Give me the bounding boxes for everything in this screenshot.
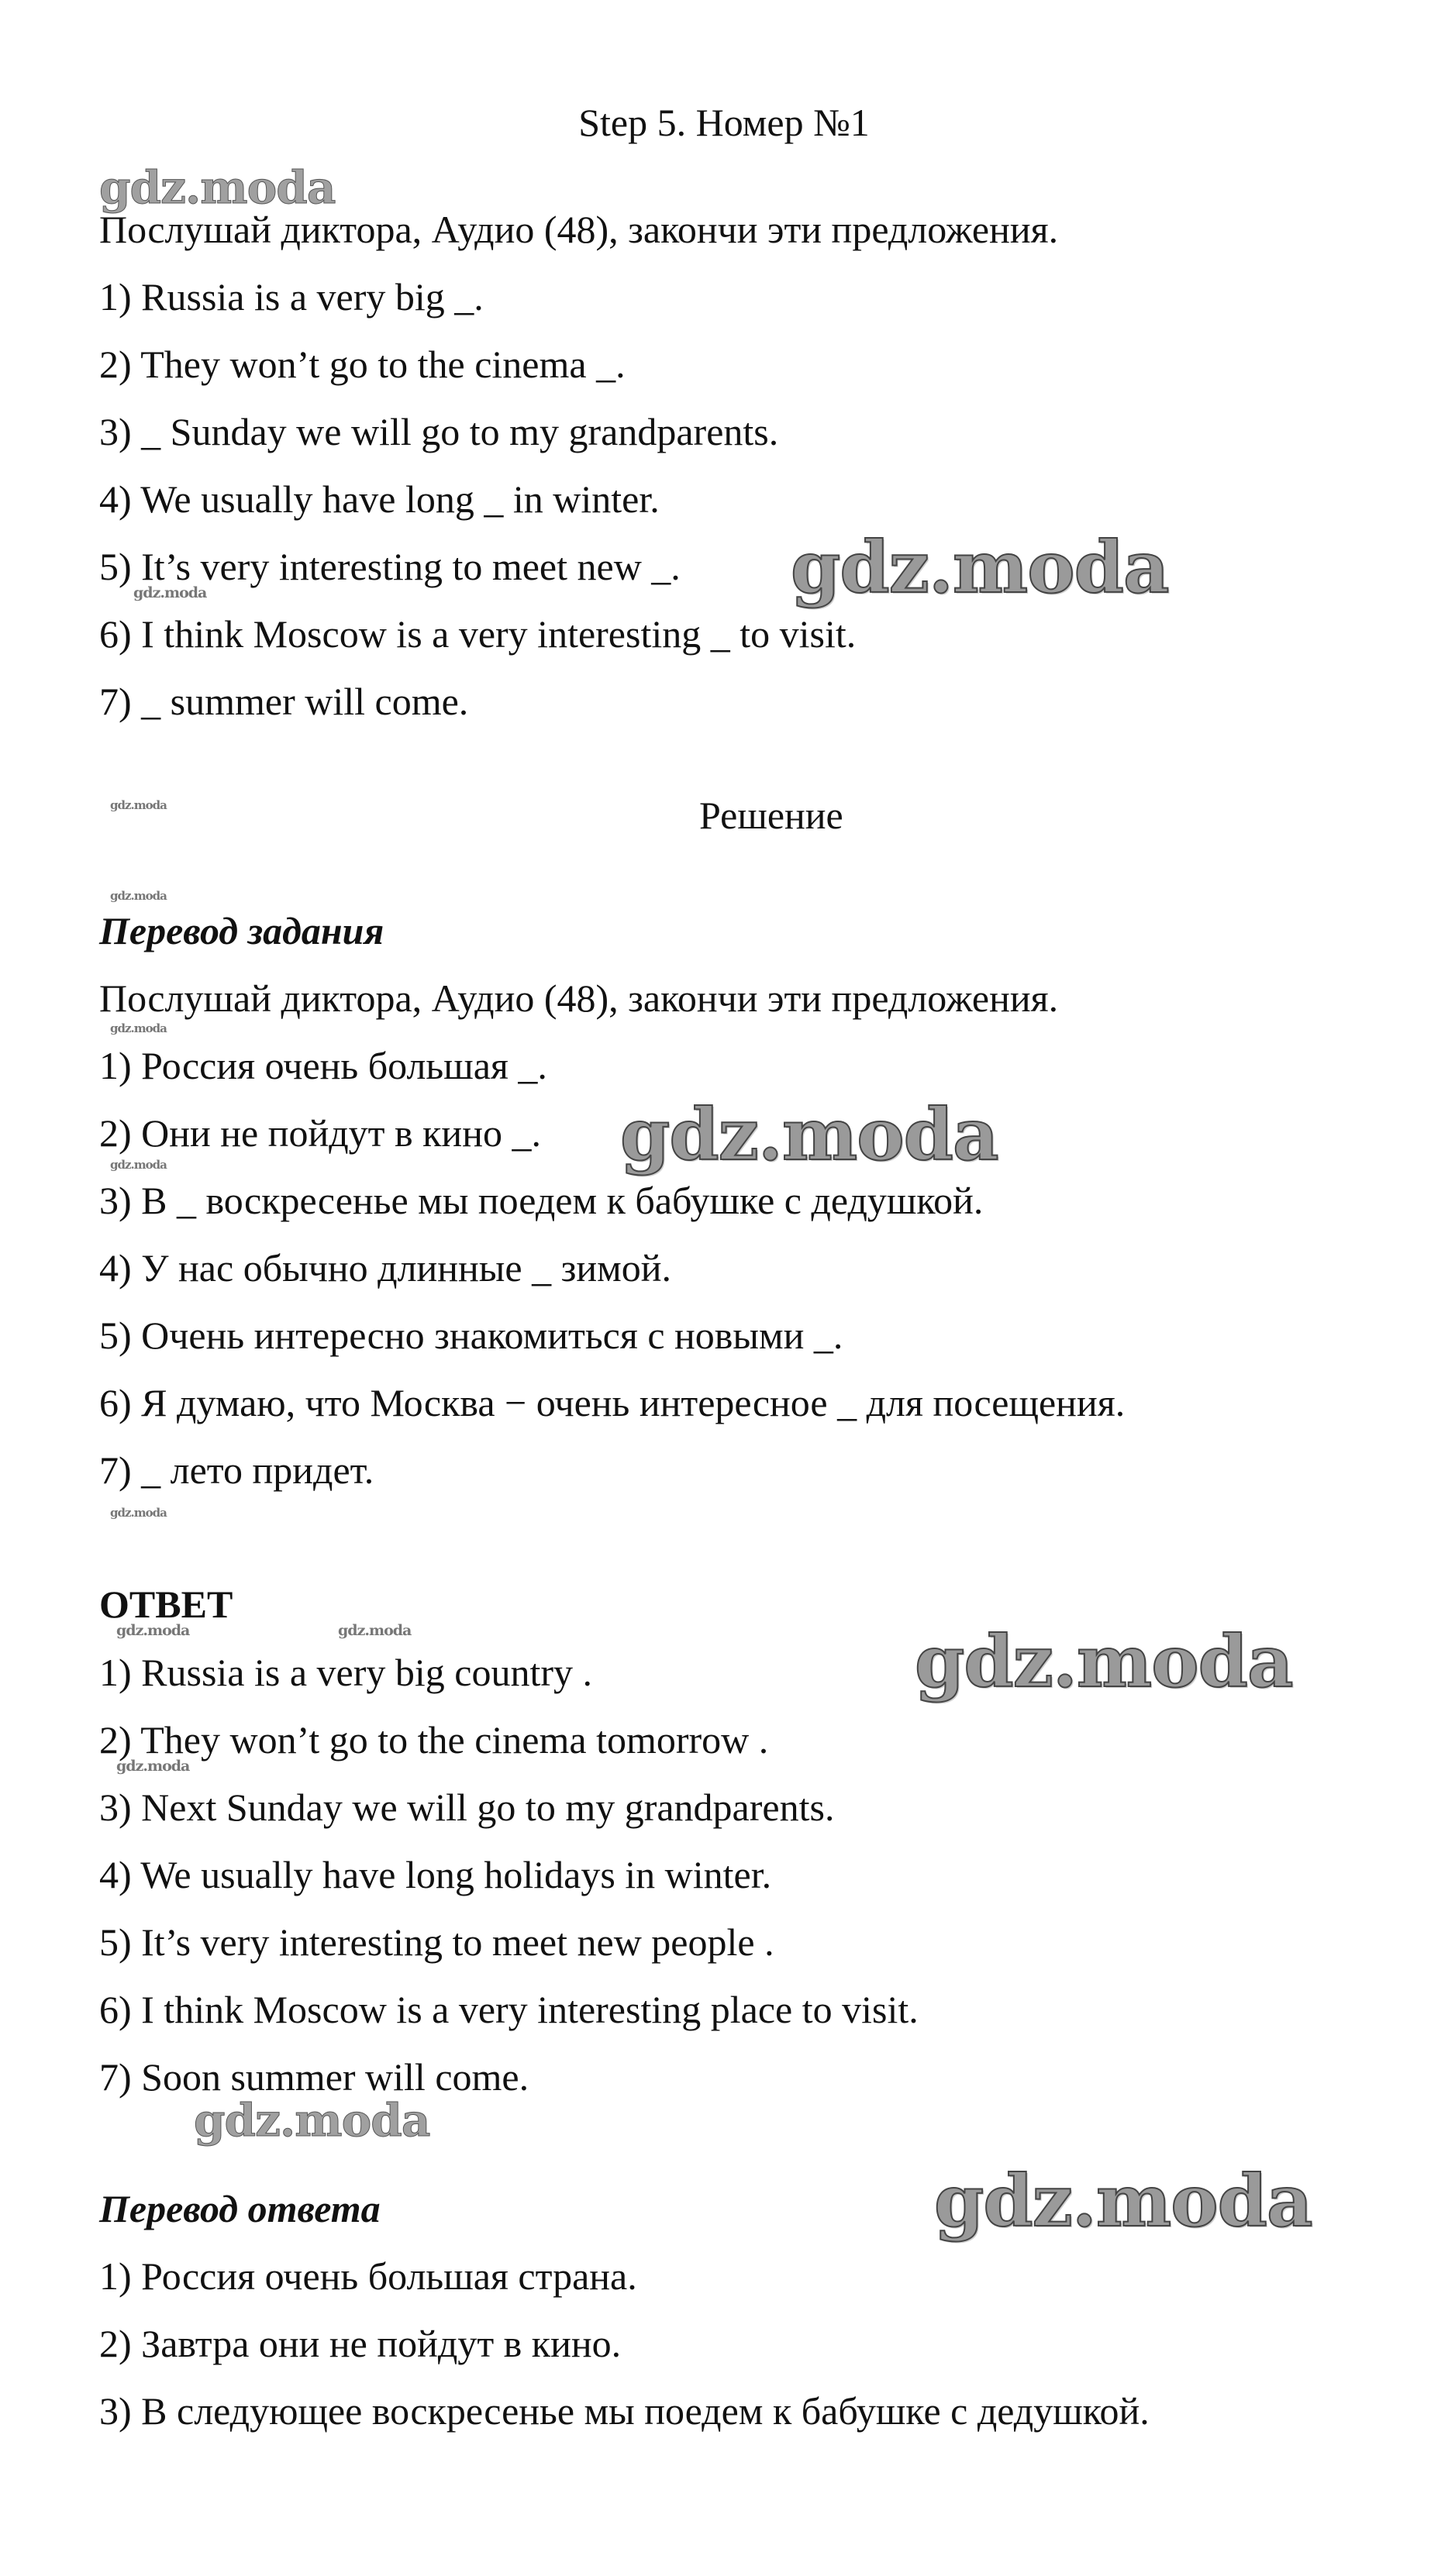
watermark: gdz.moda xyxy=(110,1158,167,1172)
translation-item-4: 4) У нас обычно длинные _ зимой. xyxy=(99,1246,671,1290)
translation-item-1: 1) Россия очень большая _. xyxy=(99,1044,547,1087)
task-item-6: 6) I think Moscow is a very interesting _ to visit. xyxy=(99,612,857,656)
watermark: gdz.moda xyxy=(620,1093,998,1176)
watermark: gdz.moda xyxy=(110,1021,167,1035)
answer-translation-item-1: 1) Россия очень большая страна. xyxy=(99,2254,637,2298)
page-title: Step 5. Номер №1 xyxy=(578,101,870,144)
task-translation-heading: Перевод задания xyxy=(99,909,384,952)
watermark: gdz.moda xyxy=(934,2159,1312,2243)
watermark: gdz.moda xyxy=(110,1506,167,1520)
answer-translation-item-2: 2) Завтра они не пойдут в кино. xyxy=(99,2322,622,2365)
task-item-5: 5) It’s very interesting to meet new _. xyxy=(99,545,681,588)
answer-item-1: 1) Russia is a very big country . xyxy=(99,1651,593,1694)
answer-translation-heading: Перевод ответа xyxy=(99,2187,381,2230)
watermark: gdz.moda xyxy=(915,1620,1293,1703)
answer-heading: ОТВЕТ xyxy=(99,1582,233,1626)
translation-item-6: 6) Я думаю, что Москва − очень интересное _ для посещения. xyxy=(99,1381,1126,1424)
translation-item-7: 7) _ лето придет. xyxy=(99,1448,374,1492)
watermark: gdz.moda xyxy=(110,798,167,812)
task-item-2: 2) They won’t go to the cinema _. xyxy=(99,343,626,386)
translation-item-3: 3) В _ воскресенье мы поедем к бабушке с дедушкой. xyxy=(99,1179,984,1222)
answer-item-4: 4) We usually have long holidays in winter. xyxy=(99,1853,772,1896)
watermark: gdz.moda xyxy=(116,1622,190,1639)
watermark: gdz.moda xyxy=(110,889,167,903)
task-item-7: 7) _ summer will come. xyxy=(99,680,469,723)
solution-label: Решение xyxy=(699,794,843,837)
answer-item-2: 2) They won’t go to the cinema tomorrow . xyxy=(99,1718,769,1762)
answer-item-5: 5) It’s very interesting to meet new people . xyxy=(99,1920,774,1964)
task-item-4: 4) We usually have long _ in winter. xyxy=(99,477,660,521)
task-item-1: 1) Russia is a very big _. xyxy=(99,275,484,319)
translation-item-2: 2) Они не пойдут в кино _. xyxy=(99,1111,541,1155)
watermark: gdz.moda xyxy=(133,584,207,601)
watermark: gdz.moda xyxy=(194,2094,430,2147)
watermark: gdz.moda xyxy=(791,525,1169,609)
watermark: gdz.moda xyxy=(99,161,336,214)
answer-translation-item-3: 3) В следующее воскресенье мы поедем к бабушке с дедушкой. xyxy=(99,2389,1150,2433)
task-item-3: 3) _ Sunday we will go to my grandparents. xyxy=(99,410,779,453)
watermark: gdz.moda xyxy=(338,1622,412,1639)
translation-item-5: 5) Очень интересно знакомиться с новыми _. xyxy=(99,1314,843,1357)
task-instruction: Послушай диктора, Аудио (48), закончи эти предложения. xyxy=(99,208,1059,251)
answer-item-7: 7) Soon summer will come. xyxy=(99,2055,529,2099)
answer-item-6: 6) I think Moscow is a very interesting place to visit. xyxy=(99,1988,919,2031)
watermark: gdz.moda xyxy=(116,1758,190,1775)
answer-item-3: 3) Next Sunday we will go to my grandparents. xyxy=(99,1786,835,1829)
translation-instruction: Послушай диктора, Аудио (48), закончи эти предложения. xyxy=(99,976,1059,1020)
